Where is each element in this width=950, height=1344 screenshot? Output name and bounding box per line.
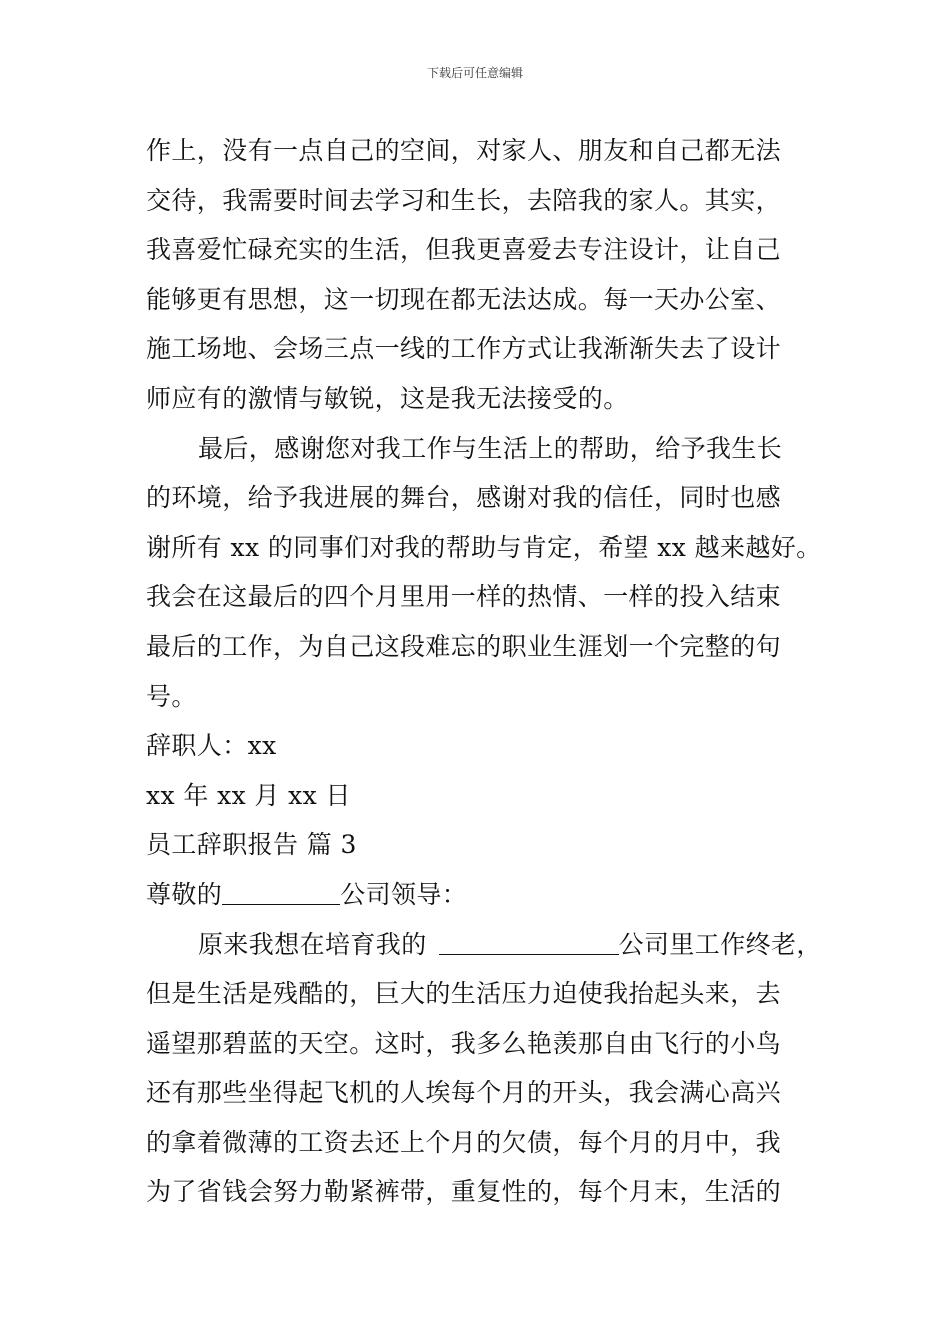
company-name-blank xyxy=(222,874,340,905)
date-line: xx 年 xx 月 xx 日 xyxy=(146,780,351,810)
text-line: 遥望那碧蓝的天空。这时，我多么艳羡那自由飞行的小鸟 xyxy=(146,1028,782,1058)
text-line: 作上，没有一点自己的空间，对家人、朋友和自己都无法 xyxy=(146,136,782,165)
text-line: 号。 xyxy=(146,681,197,711)
text-segment: 公司里工作终老， xyxy=(618,929,822,959)
text-line: 为了省钱会努力勒紧裤带，重复性的，每个月末，生活的 xyxy=(146,1177,782,1207)
text-line: 交待，我需要时间去学习和生长，去陪我的家人。其实， xyxy=(146,185,782,215)
salutation-line xyxy=(146,870,816,920)
text-line xyxy=(146,920,822,970)
text-line: 还有那些坐得起飞机的人埃每个月的开头，我会满心高兴 xyxy=(146,1078,782,1108)
text-line: 的拿着微薄的工资去还上个月的欠债，每个月的月中，我 xyxy=(146,1127,782,1157)
text-line: 最后，感谢您对我工作与生活上的帮助，给予我生长 xyxy=(198,433,783,463)
paragraph-3 xyxy=(146,920,822,1218)
company-name-blank xyxy=(439,924,619,955)
text-line: 的环境，给予我进展的舞台，感谢对我的信任，同时也感 xyxy=(146,483,782,513)
salutation-prefix: 尊敬的 xyxy=(146,879,223,909)
text-line: 谢所有 xx 的同事们对我的帮助与肯定，希望 xx 越来越好。 xyxy=(146,532,822,562)
signature-line: 辞职人：xx xyxy=(146,731,277,761)
section-title: 员工辞职报告 篇 3 xyxy=(146,830,357,860)
text-segment: 原来我想在培育我的 xyxy=(198,929,427,959)
paragraph-1 xyxy=(146,126,816,424)
text-line: 施工场地、会场三点一线的工作方式让我渐渐失去了设计 xyxy=(146,334,782,364)
text-line: 但是生活是残酷的，巨大的生活压力迫使我抬起头来，去 xyxy=(146,979,782,1009)
text-line: 我喜爱忙碌充实的生活，但我更喜爱去专注设计，让自己 xyxy=(146,235,782,265)
page-header: 下载后可任意编辑 xyxy=(426,66,523,80)
text-line: 我会在这最后的四个月里用一样的热情、一样的投入结束 xyxy=(146,582,782,612)
text-line: 最后的工作，为自己这段难忘的职业生涯划一个完整的句 xyxy=(146,631,782,661)
text-line: 师应有的激情与敏锐，这是我无法接受的。 xyxy=(146,383,629,413)
text-line: 能够更有思想，这一切现在都无法达成。每一天办公室、 xyxy=(146,284,782,314)
document-body xyxy=(146,126,822,1217)
salutation-suffix: 公司领导： xyxy=(340,879,468,909)
paragraph-2 xyxy=(146,424,822,722)
